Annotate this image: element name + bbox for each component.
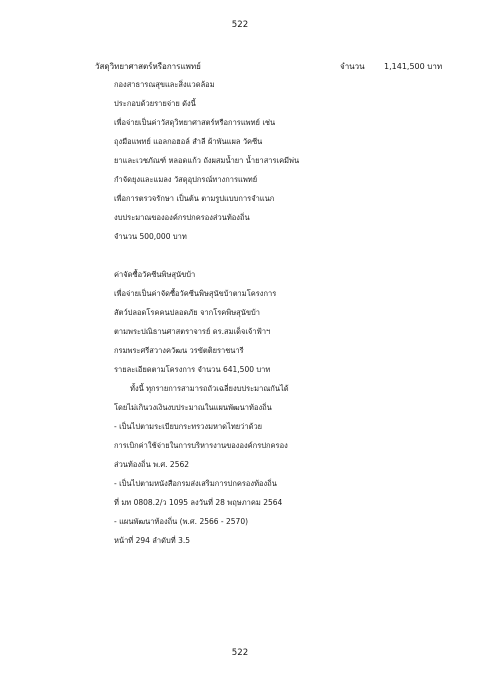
body-line: ถุงมือแพทย์ แอลกอฮอล์ สำลี ผ้าพันแผล วัคซีน [114, 137, 263, 146]
body-line: ที่ มท 0808.2/ว 1095 ลงวันที่ 28 พฤษภาคม 2564 [114, 498, 283, 507]
body-line: - เป็นไปตามระเบียบกระทรวงมหาดไทยว่าด้วย [114, 422, 263, 431]
body-line: เพื่อจ่ายเป็นค่าจัดซื้อวัคซีนพิษสุนัขบ้าตามโครงการ [114, 289, 277, 298]
body-line: กำจัดยุงและแมลง วัสดุอุปกรณ์ทางการแพทย์ [114, 175, 258, 184]
body-line: ยาและเวชภัณฑ์ หลอดแก้ว ถังผสมน้ำยา น้ำยาสารเคมีพ่น [114, 156, 300, 165]
body-line: จำนวน 500,000 บาท [114, 232, 187, 241]
body-line: โดยไม่เกินวงเงินงบประมาณในแผนพัฒนาท้องถิ่น [114, 403, 272, 412]
body-line-indented: ทั้งนี้ ทุกรายการสามารถถัวเฉลี่ยงบประมาณกันได้ [130, 384, 289, 393]
page-number-top: 522 [231, 20, 249, 30]
body-line: เพื่อจ่ายเป็นค่าวัสดุวิทยาศาสตร์หรือการแพทย์ เช่น [114, 118, 276, 127]
body-line: งบประมาณขององค์กรปกครองส่วนท้องถิ่น [114, 213, 250, 222]
body-line: - แผนพัฒนาท้องถิ่น (พ.ศ. 2566 - 2570) [114, 517, 249, 526]
body-line: - เป็นไปตามหนังสือกรมส่งเสริมการปกครองท้องถิ่น [114, 479, 277, 488]
body-line: ประกอบด้วยรายจ่าย ดังนี้ [114, 99, 196, 108]
page-number-bottom: 522 [231, 648, 249, 658]
body-line: เพื่อการตรวจรักษา เป็นต้น ตามรูปแบบการจำแนก [114, 194, 275, 203]
body-line: รายละเอียดตามโครงการ จำนวน 641,500 บาท [114, 365, 271, 374]
body-line: การเบิกค่าใช้จ่ายในการบริหารงานขององค์กรปกครอง [114, 441, 288, 450]
body-line: สัตว์ปลอดโรคคนปลอดภัย จากโรคพิษสุนัขบ้า [114, 308, 260, 317]
body-line: ตามพระปณิธานศาสตราจารย์ ดร.สมเด็จเจ้าฟ้าฯ [114, 327, 271, 336]
body-line: กรมพระศรีสวางควัฒน วรขัตติยราชนารี [114, 346, 244, 355]
budget-heading-row [95, 60, 455, 72]
budget-amount-value: 1,141,500 บาท [384, 62, 443, 71]
body-line: กองสาธารณสุขและสิ่งแวดล้อม [114, 80, 215, 89]
body-line: ส่วนท้องถิ่น พ.ศ. 2562 [114, 460, 190, 469]
budget-amount-label: จำนวน [340, 62, 365, 71]
budget-item-title: วัสดุวิทยาศาสตร์หรือการแพทย์ [95, 62, 201, 71]
subitem-title: ค่าจัดซื้อวัคซีนพิษสุนัขบ้า [114, 270, 196, 279]
body-line: หน้าที่ 294 ลำดับที่ 3.5 [114, 536, 191, 545]
